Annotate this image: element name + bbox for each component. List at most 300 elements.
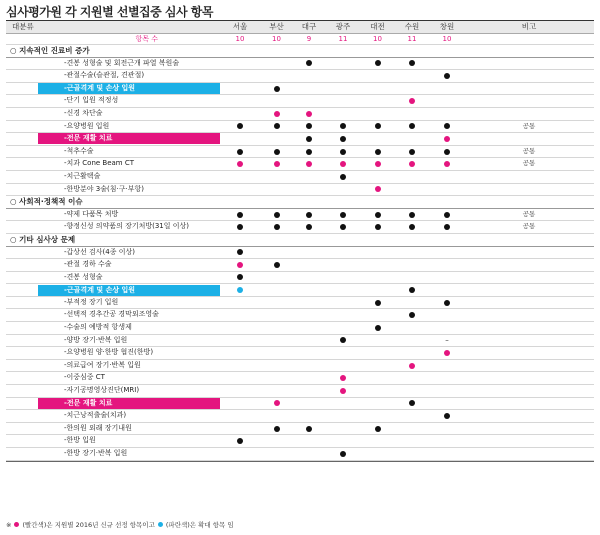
region-mark-cell: [260, 423, 293, 435]
footnote-pink-text: (빨간색)은 지원별 2016년 신규 선정 항목이고: [22, 521, 155, 529]
region-mark-cell: [361, 297, 394, 309]
region-mark-cell: [260, 259, 293, 271]
header-category: 대분류: [12, 22, 34, 31]
region-mark-cell: [361, 410, 394, 422]
region-mark-cell: [293, 171, 325, 183]
region-mark-cell: [293, 133, 325, 145]
item-label: -신경 차단술: [64, 108, 103, 117]
table-row: [6, 171, 594, 184]
item-name: [6, 335, 220, 347]
item-label: -의료급여 장기·반복 입원: [64, 360, 141, 369]
region-mark-cell: [293, 297, 325, 309]
note-cell: [464, 309, 594, 321]
region-mark-cell: [361, 322, 394, 334]
black-dot-icon: [375, 123, 381, 129]
region-mark-cell: [260, 297, 293, 309]
header-note: 비고: [521, 22, 537, 31]
table-row: [6, 133, 594, 146]
region-mark-cell: [220, 423, 260, 435]
table-row: [6, 146, 594, 159]
region-mark-cell: [293, 322, 325, 334]
region-mark-cell: [430, 360, 464, 372]
black-dot-icon: [409, 212, 415, 218]
empty-cell: [464, 196, 594, 208]
note-cell: [464, 335, 594, 347]
region-mark-cell: [325, 209, 361, 221]
note-cell: [464, 171, 594, 183]
region-mark-cell: [361, 448, 394, 460]
pink-dot-icon: [306, 161, 312, 167]
black-dot-icon: [444, 123, 450, 129]
black-dot-icon: [274, 212, 280, 218]
empty-cell: [220, 196, 260, 208]
item-label: -한방 입원: [64, 436, 96, 445]
pink-dot-icon: [274, 400, 280, 406]
note-cell: [464, 259, 594, 271]
region-mark-cell: [293, 347, 325, 359]
note-cell: [464, 410, 594, 422]
empty-cell: [394, 196, 430, 208]
note-cell: [464, 398, 594, 410]
black-dot-icon: [375, 212, 381, 218]
region-mark-cell: [293, 360, 325, 372]
item-label: -척추수술: [64, 146, 94, 155]
black-dot-icon: [375, 149, 381, 155]
empty-cell: [394, 45, 430, 57]
region-mark-cell: [325, 83, 361, 95]
region-mark-cell: [394, 83, 430, 95]
item-name: [6, 259, 220, 271]
cyan-dot-icon: [237, 287, 243, 293]
item-label: -수술의 예방적 항생제: [64, 323, 132, 332]
region-mark-cell: [260, 83, 293, 95]
region-mark-cell: [361, 247, 394, 259]
region-mark-cell: [293, 121, 325, 133]
pink-dot-icon: [237, 262, 243, 268]
region-mark-cell: [325, 435, 361, 447]
header-region: 수원: [404, 22, 420, 31]
region-mark-cell: [293, 184, 325, 196]
region-mark-cell: [430, 435, 464, 447]
section-title: ○ 사회적·정책적 이슈: [10, 197, 83, 207]
table-row: [6, 70, 594, 83]
item-label: -견봉 성형술 및 회전근개 파열 복원술: [64, 58, 180, 67]
item-name: [6, 284, 220, 296]
region-mark-cell: [260, 372, 293, 384]
table-row: [6, 108, 594, 121]
region-mark-cell: [220, 259, 260, 271]
item-name: [6, 322, 220, 334]
region-mark-cell: [394, 309, 430, 321]
black-dot-icon: [306, 123, 312, 129]
region-mark-cell: [325, 70, 361, 82]
black-dot-icon: [237, 224, 243, 230]
note-cell: [464, 322, 594, 334]
region-mark-cell: [361, 423, 394, 435]
region-mark-cell: [325, 58, 361, 70]
region-mark-cell: [293, 398, 325, 410]
item-label: -관절수술(슬관절, 견관절): [64, 71, 145, 80]
region-mark-cell: [260, 121, 293, 133]
table-row: [6, 83, 594, 96]
region-mark-cell: [220, 121, 260, 133]
region-mark-cell: [361, 108, 394, 120]
region-mark-cell: [361, 272, 394, 284]
black-dot-icon: [340, 212, 346, 218]
table-body: [6, 45, 594, 461]
region-mark-cell: [220, 158, 260, 170]
black-dot-icon: [444, 224, 450, 230]
item-name: [6, 347, 220, 359]
mark-text: –: [445, 335, 449, 344]
region-mark-cell: [293, 335, 325, 347]
item-name: [6, 95, 220, 107]
region-mark-cell: [260, 398, 293, 410]
region-mark-cell: [430, 209, 464, 221]
black-dot-icon: [340, 136, 346, 142]
region-mark-cell: [361, 58, 394, 70]
region-mark-cell: [220, 209, 260, 221]
region-mark-cell: [430, 70, 464, 82]
note-cell: [464, 360, 594, 372]
region-mark-cell: [220, 372, 260, 384]
region-mark-cell: [260, 272, 293, 284]
region-mark-cell: [220, 385, 260, 397]
pink-dot-icon: [409, 161, 415, 167]
note-cell: [464, 95, 594, 107]
region-mark-cell: [394, 423, 430, 435]
pink-dot-legend-icon: [14, 522, 19, 527]
region-mark-cell: [325, 398, 361, 410]
black-dot-icon: [237, 123, 243, 129]
item-name: [6, 171, 220, 183]
region-mark-cell: [325, 322, 361, 334]
section-row: [6, 234, 594, 247]
table-row: [6, 158, 594, 171]
region-mark-cell: [325, 335, 361, 347]
region-mark-cell: [220, 297, 260, 309]
footnote-prefix: ※: [6, 520, 12, 529]
count-value: 10: [373, 35, 382, 43]
note-cell: 공통: [522, 222, 536, 231]
region-mark-cell: [260, 171, 293, 183]
pink-dot-icon: [375, 186, 381, 192]
region-mark-cell: [361, 83, 394, 95]
header-region: 광주: [335, 22, 351, 31]
region-mark-cell: [260, 95, 293, 107]
item-name: [6, 423, 220, 435]
table-row: [6, 423, 594, 436]
item-name: [6, 184, 220, 196]
region-mark-cell: [293, 435, 325, 447]
black-dot-icon: [444, 300, 450, 306]
table-row: [6, 184, 594, 197]
region-mark-cell: [394, 171, 430, 183]
note-cell: [464, 347, 594, 359]
item-label: -관절 경하 수술: [64, 260, 112, 269]
highlighted-item-label: -근골격계 및 손상 입원: [38, 83, 220, 94]
region-mark-cell: [293, 83, 325, 95]
count-value: 11: [338, 35, 348, 43]
item-name: [6, 360, 220, 372]
empty-cell: [430, 45, 464, 57]
header-region: 서울: [232, 22, 248, 31]
region-mark-cell: [293, 309, 325, 321]
region-mark-cell: [394, 259, 430, 271]
region-mark-cell: [394, 95, 430, 107]
item-name: [6, 410, 220, 422]
region-mark-cell: [325, 372, 361, 384]
region-mark-cell: [430, 259, 464, 271]
note-cell: 공통: [522, 159, 536, 168]
pink-dot-icon: [444, 161, 450, 167]
region-mark-cell: [220, 146, 260, 158]
note-cell: [464, 284, 594, 296]
region-mark-cell: [260, 347, 293, 359]
item-label: -이중심중 CT: [64, 373, 105, 382]
table-header-row: [6, 21, 594, 34]
region-mark-cell: [220, 221, 260, 233]
region-mark-cell: [260, 448, 293, 460]
region-mark-cell: [325, 448, 361, 460]
black-dot-icon: [409, 123, 415, 129]
pink-dot-icon: [340, 388, 346, 394]
region-mark-cell: [293, 158, 325, 170]
black-dot-icon: [375, 426, 381, 432]
region-mark-cell: [361, 221, 394, 233]
empty-cell: [260, 45, 293, 57]
region-mark-cell: [325, 385, 361, 397]
item-name: [6, 297, 220, 309]
empty-cell: [293, 234, 325, 246]
region-mark-cell: [394, 297, 430, 309]
region-mark-cell: [394, 70, 430, 82]
highlighted-item-label: -근골격계 및 손상 입원: [38, 285, 220, 296]
black-dot-icon: [306, 426, 312, 432]
black-dot-icon: [306, 149, 312, 155]
region-mark-cell: [361, 171, 394, 183]
section-row: [6, 196, 594, 209]
table-row: [6, 322, 594, 335]
region-mark-cell: [361, 335, 394, 347]
empty-cell: [430, 196, 464, 208]
region-mark-cell: [293, 284, 325, 296]
region-mark-cell: [220, 184, 260, 196]
region-mark-cell: [293, 247, 325, 259]
region-mark-cell: [260, 209, 293, 221]
region-mark-cell: [260, 309, 293, 321]
region-mark-cell: [430, 133, 464, 145]
count-label: 항목 수: [135, 35, 158, 43]
region-mark-cell: [361, 133, 394, 145]
note-cell: [464, 58, 594, 70]
item-label: -약제 다품목 처방: [64, 209, 119, 218]
black-dot-icon: [340, 123, 346, 129]
black-dot-icon: [444, 73, 450, 79]
count-value: 9: [306, 35, 312, 43]
page-title: 심사평가원 각 지원별 선별집중 심사 항목: [6, 5, 213, 19]
item-name: [6, 146, 220, 158]
note-cell: [464, 133, 594, 145]
item-name: [6, 209, 220, 221]
region-mark-cell: [293, 209, 325, 221]
black-dot-icon: [340, 224, 346, 230]
region-mark-cell: [394, 272, 430, 284]
table-row: [6, 347, 594, 360]
note-cell: [464, 247, 594, 259]
region-mark-cell: [361, 309, 394, 321]
region-mark-cell: [293, 259, 325, 271]
region-mark-cell: [430, 221, 464, 233]
count-note: [464, 34, 594, 44]
note-cell: [464, 108, 594, 120]
note-cell: [464, 83, 594, 95]
item-label: -치근낭적출술(치과): [64, 411, 127, 420]
region-mark-cell: [293, 423, 325, 435]
region-mark-cell: [325, 133, 361, 145]
item-label: -요양병원 양·한방 협진(한방): [64, 348, 154, 357]
region-mark-cell: [260, 335, 293, 347]
region-mark-cell: [361, 372, 394, 384]
region-mark-cell: [325, 221, 361, 233]
pink-dot-icon: [306, 111, 312, 117]
table-row: [6, 297, 594, 310]
region-mark-cell: [260, 247, 293, 259]
header-region: 부산: [269, 22, 284, 31]
region-mark-cell: [325, 95, 361, 107]
region-mark-cell: [430, 398, 464, 410]
table-row: [6, 410, 594, 423]
black-dot-icon: [444, 413, 450, 419]
note-cell: 공통: [522, 121, 536, 130]
region-mark-cell: [220, 410, 260, 422]
region-mark-cell: [325, 146, 361, 158]
section-title: ○ 지속적인 진료비 증가: [10, 46, 90, 55]
region-mark-cell: [293, 372, 325, 384]
black-dot-icon: [340, 451, 346, 457]
header-region: 대전: [370, 22, 385, 31]
empty-cell: [220, 45, 260, 57]
region-mark-cell: [430, 448, 464, 460]
region-mark-cell: [430, 171, 464, 183]
region-mark-cell: [220, 347, 260, 359]
black-dot-icon: [375, 325, 381, 331]
item-name: [6, 272, 220, 284]
count-value: 10: [442, 35, 452, 43]
region-mark-cell: [293, 58, 325, 70]
item-label: -치과 Cone Beam CT: [64, 159, 135, 168]
black-dot-icon: [306, 224, 312, 230]
note-cell: [464, 448, 594, 460]
region-mark-cell: [220, 448, 260, 460]
region-mark-cell: [325, 171, 361, 183]
region-mark-cell: [430, 385, 464, 397]
empty-cell: [361, 196, 394, 208]
item-name: [6, 108, 220, 120]
black-dot-icon: [340, 149, 346, 155]
region-mark-cell: [430, 410, 464, 422]
black-dot-icon: [306, 136, 312, 142]
empty-cell: [260, 196, 293, 208]
region-mark-cell: [430, 272, 464, 284]
black-dot-icon: [444, 212, 450, 218]
footnote-cyan-text: (파란색)은 확대 항목 임: [165, 521, 234, 529]
black-dot-icon: [274, 426, 280, 432]
black-dot-icon: [306, 212, 312, 218]
region-mark-cell: [325, 272, 361, 284]
region-mark-cell: [394, 372, 430, 384]
pink-dot-icon: [409, 363, 415, 369]
region-mark-cell: [293, 221, 325, 233]
table-row: [6, 372, 594, 385]
region-mark-cell: [260, 284, 293, 296]
region-mark-cell: [220, 335, 260, 347]
item-label: -요양병원 입원: [64, 121, 110, 130]
item-name: [6, 133, 220, 145]
highlighted-item-label: -전문 재활 치료: [38, 133, 220, 144]
pink-dot-icon: [375, 161, 381, 167]
region-mark-cell: [260, 70, 293, 82]
review-items-table: [6, 20, 594, 462]
region-mark-cell: [361, 360, 394, 372]
empty-cell: [220, 234, 260, 246]
item-label: -갑상선 검사(4종 이상): [64, 247, 135, 256]
region-mark-cell: [260, 133, 293, 145]
note-cell: [464, 70, 594, 82]
table-row: [6, 247, 594, 260]
note-cell: 공통: [522, 209, 536, 218]
pink-dot-icon: [444, 350, 450, 356]
item-label: -선택적 경추간공 경막외조영술: [64, 310, 159, 319]
region-mark-cell: [325, 284, 361, 296]
note-cell: [464, 435, 594, 447]
region-mark-cell: [394, 133, 430, 145]
item-name: [6, 398, 220, 410]
region-mark-cell: [260, 184, 293, 196]
count-row: [6, 34, 594, 45]
region-mark-cell: [361, 398, 394, 410]
table-row: [6, 448, 594, 461]
region-mark-cell: [325, 259, 361, 271]
region-mark-cell: [293, 108, 325, 120]
black-dot-icon: [340, 174, 346, 180]
item-name: [6, 247, 220, 259]
black-dot-icon: [306, 60, 312, 66]
region-mark-cell: [293, 272, 325, 284]
region-mark-cell: [220, 95, 260, 107]
table-row: [6, 309, 594, 322]
item-label: -한방분야 3술(침·구·부항): [64, 184, 144, 193]
region-mark-cell: [325, 297, 361, 309]
table-row: [6, 435, 594, 448]
black-dot-icon: [237, 438, 243, 444]
region-mark-cell: [220, 309, 260, 321]
empty-cell: [430, 234, 464, 246]
table-row: [6, 385, 594, 398]
table-row: [6, 360, 594, 373]
region-mark-cell: [430, 297, 464, 309]
region-mark-cell: [430, 247, 464, 259]
item-name: [6, 58, 220, 70]
empty-cell: [394, 234, 430, 246]
highlighted-item-label: -전문 재활 치료: [38, 398, 220, 409]
item-name: [6, 83, 220, 95]
region-mark-cell: [361, 121, 394, 133]
region-mark-cell: [220, 322, 260, 334]
region-mark-cell: [361, 435, 394, 447]
empty-cell: [260, 234, 293, 246]
table-row: [6, 398, 594, 411]
